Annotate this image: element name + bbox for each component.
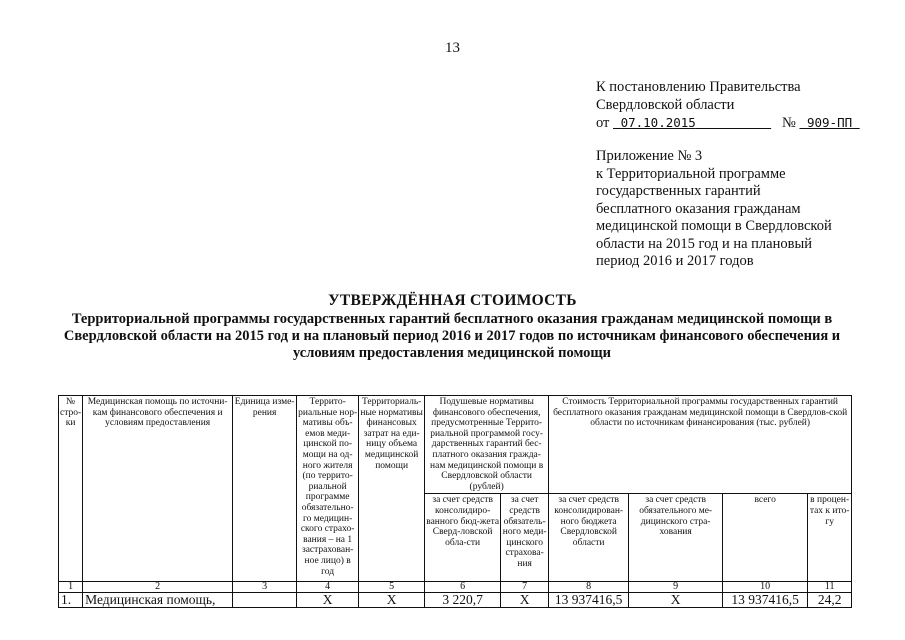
document-subtitle: Территориальной программы государственных гарантий бесплатного оказания гражданам медицинской помощи в Свердловской области на 2015 год и на плановый период 2016 и 2017 годов по источникам финансового обеспечения и условиям предоставления медицинской помощи bbox=[63, 311, 841, 361]
approval-line-1: К постановлению Правительства bbox=[596, 79, 801, 95]
column-number: 9 bbox=[629, 582, 723, 593]
column-number: 2 bbox=[83, 582, 233, 593]
appendix-line: Приложение № 3 bbox=[596, 148, 703, 164]
header-program-cost-group: Стоимость Территориальной программы государственных гарантий бесплатного оказания гражданам медицинской помощи в Свердлов-ской области по источникам финансирования (тыс. рублей) bbox=[549, 396, 852, 494]
header-medical-care: Медицинская помощь по источни-кам финансового обеспечения и условиям предоставления bbox=[83, 396, 233, 582]
header-per-capita-group: Подушевые нормативы финансового обеспечения, предусмотренные Террито-риальной программой госу-дарственных гарантий бес-платного оказания гражда-нам медицинской помощи в Свердловской области (рублей) bbox=[425, 396, 549, 494]
appendix-line: период 2016 и 2017 годов bbox=[596, 253, 754, 269]
approval-date: 07.10.2015 bbox=[620, 115, 696, 130]
table-cell: X bbox=[359, 593, 425, 608]
table-cell: 1. bbox=[59, 593, 83, 608]
cost-table bbox=[58, 395, 852, 608]
approval-line-2: Свердловской области bbox=[596, 96, 735, 113]
column-number: 11 bbox=[808, 582, 852, 593]
header-unit: Единица изме-рения bbox=[233, 396, 297, 582]
header-volume-norms: Террито-риальные нор-мативы объ-емов меди-цинской по-мощи на од-ного жителя (по террито-риальной программе обязательно-го медицин-ского страхо-вания – на 1 застрахован-ное лицо) в год bbox=[297, 396, 359, 582]
table-cell: 13 937416,5 bbox=[723, 593, 808, 608]
table-cell: X bbox=[501, 593, 549, 608]
number-label: № bbox=[781, 115, 796, 131]
table-cell: 13 937416,5 bbox=[549, 593, 629, 608]
header-row-number: № стро-ки bbox=[59, 396, 83, 582]
from-label: от bbox=[596, 115, 610, 131]
table-cell: Медицинская помощь, bbox=[83, 593, 233, 608]
appendix-line: бесплатного оказания гражданам bbox=[596, 200, 801, 217]
page-number: 13 bbox=[445, 40, 460, 56]
appendix-line: медицинской помощи в Свердловской bbox=[596, 218, 832, 234]
document-title: УТВЕРЖДЁННАЯ СТОИМОСТЬ bbox=[328, 292, 577, 309]
column-number: 5 bbox=[359, 582, 425, 593]
appendix-line: государственных гарантий bbox=[596, 183, 761, 199]
header-oms-per-capita: за счет средств обязатель-ного меди-цинского страхова-ния bbox=[501, 494, 549, 582]
column-number: 10 bbox=[723, 582, 808, 593]
column-number: 3 bbox=[233, 582, 297, 593]
column-number: 6 bbox=[425, 582, 501, 593]
table-cell: 24,2 bbox=[808, 593, 852, 608]
header-cost-norms: Территориаль-ные нормативы финансовых затрат на еди-ницу объема медицинской помощи bbox=[359, 396, 425, 582]
column-number: 4 bbox=[297, 582, 359, 593]
appendix-line: области на 2015 год и на плановый bbox=[596, 235, 812, 252]
column-number: 1 bbox=[59, 582, 83, 593]
header-percent: в процен-тах к ито-гу bbox=[808, 494, 852, 582]
header-consolidated-budget-per-capita: за счет средств консолидиро-ванного бюд-жета Сверд-ловской обла-сти bbox=[425, 494, 501, 582]
header-total: всего bbox=[723, 494, 808, 582]
table-cell bbox=[233, 593, 297, 608]
table-cell: 3 220,7 bbox=[425, 593, 501, 608]
header-oms-cost: за счет средств обязательного ме-дицинского стра-хования bbox=[629, 494, 723, 582]
approval-number: 909-ПП bbox=[806, 115, 853, 130]
table-cell: X bbox=[629, 593, 723, 608]
column-number: 7 bbox=[501, 582, 549, 593]
appendix-line: к Территориальной программе bbox=[596, 165, 786, 182]
table-cell: X bbox=[297, 593, 359, 608]
column-number: 8 bbox=[549, 582, 629, 593]
approval-block bbox=[596, 79, 860, 133]
approval-date-line bbox=[596, 114, 860, 133]
appendix-block bbox=[596, 148, 866, 271]
header-consolidated-budget-cost: за счет средств консолидирован-ного бюджета Свердловской области bbox=[549, 494, 629, 582]
table-row bbox=[59, 593, 852, 608]
